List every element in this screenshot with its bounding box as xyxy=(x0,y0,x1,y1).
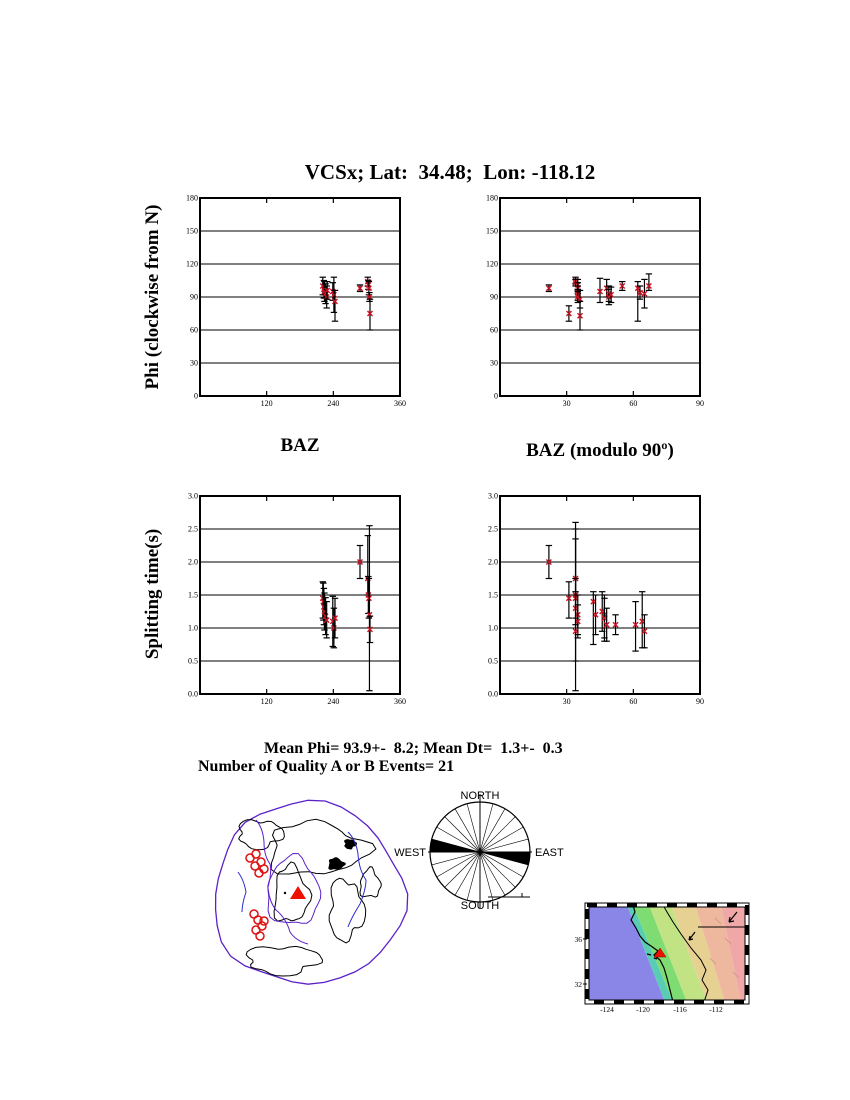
svg-text:120: 120 xyxy=(186,259,198,269)
svg-text:150: 150 xyxy=(186,226,198,236)
svg-text:3.0: 3.0 xyxy=(488,491,498,501)
world-map xyxy=(198,792,413,1017)
phi-vs-baz-plot xyxy=(175,186,425,421)
svg-text:180: 180 xyxy=(486,193,498,203)
data-points xyxy=(320,526,374,691)
svg-text:60: 60 xyxy=(629,697,638,706)
svg-text:1.0: 1.0 xyxy=(488,623,498,633)
svg-text:90: 90 xyxy=(696,399,704,408)
svg-text:90: 90 xyxy=(190,292,198,302)
world-map-coastlines xyxy=(216,800,408,984)
rose-diagram xyxy=(396,790,586,925)
svg-text:30: 30 xyxy=(562,399,571,408)
lon-tick-116: -116 xyxy=(673,1005,687,1014)
svg-text:60: 60 xyxy=(629,399,638,408)
svg-text:60: 60 xyxy=(490,325,498,335)
lat-tick-32: 32 xyxy=(574,980,582,989)
axis-ticks xyxy=(486,194,704,409)
svg-text:360: 360 xyxy=(394,399,406,408)
gridlines xyxy=(500,529,700,661)
svg-text:0: 0 xyxy=(194,391,198,401)
svg-text:30: 30 xyxy=(562,697,571,706)
phi-vs-baz-mod90-plot xyxy=(475,186,725,421)
svg-text:30: 30 xyxy=(490,358,498,368)
figure-title: VCSx; Lat: 34.48; Lon: -118.12 xyxy=(304,160,596,184)
data-points xyxy=(320,277,374,330)
svg-text:1.0: 1.0 xyxy=(188,623,198,633)
lon-tick-120: -120 xyxy=(636,1005,650,1014)
svg-text:240: 240 xyxy=(327,399,340,408)
lat-tick-36: 36 xyxy=(574,935,582,944)
svg-text:30: 30 xyxy=(190,358,198,368)
svg-text:150: 150 xyxy=(486,226,498,236)
svg-text:3.0: 3.0 xyxy=(188,491,198,501)
svg-text:0.5: 0.5 xyxy=(488,656,498,666)
baz-mod-label-right: BAZ (modulo 90º) xyxy=(526,440,674,461)
dt-vs-baz-mod90-plot xyxy=(475,484,725,719)
lon-tick-124: -124 xyxy=(600,1005,614,1014)
svg-text:0.5: 0.5 xyxy=(188,656,198,666)
svg-text:2.0: 2.0 xyxy=(188,557,198,567)
svg-text:90: 90 xyxy=(490,292,498,302)
svg-text:1.5: 1.5 xyxy=(188,590,198,600)
axis-ticks xyxy=(186,194,406,409)
svg-text:180: 180 xyxy=(186,193,198,203)
svg-text:120: 120 xyxy=(260,399,273,408)
svg-text:1.5: 1.5 xyxy=(488,590,498,600)
svg-text:120: 120 xyxy=(486,259,498,269)
california-map xyxy=(575,898,770,1018)
map-dot xyxy=(284,892,286,894)
rose-south-label: SOUTH xyxy=(460,900,500,912)
svg-text:60: 60 xyxy=(190,325,198,335)
summary-mean-line: Mean Phi= 93.9+- 8.2; Mean Dt= 1.3+- 0.3 xyxy=(264,740,563,757)
dt-vs-baz-plot xyxy=(175,484,425,719)
rose-west-label: WEST xyxy=(394,847,426,859)
event-cluster-northwest xyxy=(246,850,268,877)
svg-text:0.0: 0.0 xyxy=(188,689,198,699)
svg-text:360: 360 xyxy=(394,697,406,706)
station-triangle-icon xyxy=(290,886,306,899)
baz-label-left: BAZ xyxy=(280,435,320,456)
phi-axis-label: Phi (clockwise from N) xyxy=(142,204,163,390)
data-points xyxy=(546,522,648,690)
svg-text:0.0: 0.0 xyxy=(488,689,498,699)
svg-text:2.5: 2.5 xyxy=(488,524,498,534)
topo-color-bands xyxy=(587,905,747,1002)
svg-text:0: 0 xyxy=(494,391,498,401)
svg-text:90: 90 xyxy=(696,697,704,706)
svg-text:2.5: 2.5 xyxy=(188,524,198,534)
dt-axis-label: Splitting time(s) xyxy=(142,528,163,660)
event-cluster-southwest xyxy=(250,910,268,940)
lon-tick-112: -112 xyxy=(709,1005,723,1014)
summary-count-line: Number of Quality A or B Events= 21 xyxy=(198,758,455,775)
svg-text:240: 240 xyxy=(327,697,340,706)
rose-north-label: NORTH xyxy=(460,790,500,802)
axis-ticks xyxy=(188,492,406,707)
svg-text:120: 120 xyxy=(260,697,273,706)
svg-text:2.0: 2.0 xyxy=(488,557,498,567)
rose-east-label: EAST xyxy=(535,847,564,859)
data-points xyxy=(546,274,652,330)
